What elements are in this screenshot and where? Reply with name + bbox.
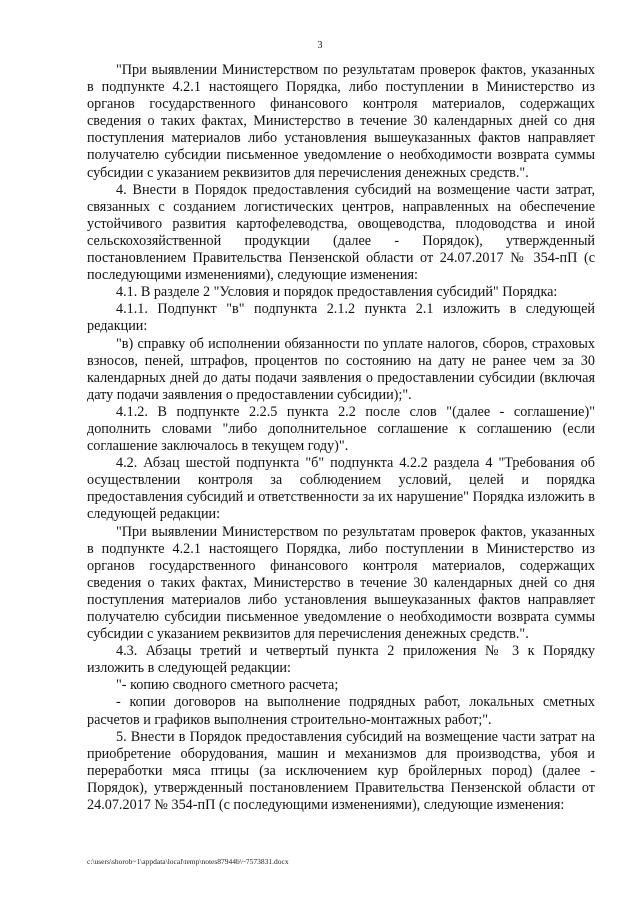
page-number: 3 [317, 40, 323, 51]
paragraph: "- копию сводного сметного расчета; [116, 677, 339, 694]
paragraph: 4.1.1. Подпункт "в" подпункта 2.1.2 пункта 2.1 изложить в следующей редакции: [87, 301, 595, 335]
paragraph: 4.3. Абзацы третий и четвертый пункта 2 приложения № 3 к Порядку изложить в следующей редакции: [87, 643, 595, 677]
paragraph: 5. Внести в Порядок предоставления субсидий на возмещение части затрат на приобретение оборудования, машин и механизмов для производства, убоя и переработки мяса птицы (за исключением кур бройлерных пород) (далее - Порядок), утвержденный постановлением Правительства Пензенской области от 24.07.2017 № 354-пП (с последующими изменениями), следующие изменения: [87, 728, 595, 814]
paragraph: - копии договоров на выполнение подрядных работ, локальных сметных расчетов и графиков выполнения строительно-монтажных работ;". [87, 694, 595, 728]
paragraph: "в) справку об исполнении обязанности по уплате налогов, сборов, страховых взносов, пеней, штрафов, процентов по состоянию на дату не ранее чем за 30 календарных дней до даты подачи заявления о предоставлении субсидии (включая дату подачи заявления о предоставлении субсидии);". [87, 335, 595, 403]
paragraph: 4.2. Абзац шестой подпункта "б" подпункта 4.2.2 раздела 4 "Требования об осуществлении контроля за соблюдением условий, целей и порядка предоставления субсидий и ответственности за их нарушение" Порядка изложить в следующей редакции: [87, 455, 595, 523]
footer-file-path: c:\users\shorob~1\appdata\local\temp\notes87944b\~7573831.docx [87, 857, 289, 866]
paragraph: 4. Внести в Порядок предоставления субсидий на возмещение части затрат, связанных с созданием логистических центров, направленных на обеспечение устойчивого развития картофелеводства, овощеводства, плодоводства и иной сельскохозяйственной продукции (далее - Порядок), утвержденный постановлением Правительства Пензенской области от 24.07.2017 № 354-пП (с последующими изменениями), следующие изменения: [87, 181, 595, 284]
paragraph: "При выявлении Министерством по результатам проверок фактов, указанных в подпункте 4.2.1 настоящего Порядка, либо поступлении в Министерство из органов государственного финансового контроля материалов, содержащих сведения о таких фактах, Министерство в течение 30 календарных дней со дня поступления материалов либо установления вышеуказанных фактов направляет получателю субсидии письменное уведомление о необходимости возврата суммы субсидии с указанием реквизитов для перечисления денежных средств.". [87, 62, 595, 181]
paragraph: 4.1. В разделе 2 "Условия и порядок предоставления субсидий" Порядка: [116, 284, 558, 301]
document-body [87, 62, 595, 814]
paragraph: 4.1.2. В подпункте 2.2.5 пункта 2.2 после слов "(далее - соглашение)" дополнить словами "либо дополнительное соглашение к соглашению (если соглашение заключалось в текущем году)". [87, 403, 595, 455]
paragraph: "При выявлении Министерством по результатам проверок фактов, указанных в подпункте 4.2.1 настоящего Порядка, либо поступлении в Министерство из органов государственного финансового контроля материалов, содержащих сведения о таких фактах, Министерство в течение 30 календарных дней со дня поступления материалов либо установления вышеуказанных фактов направляет получателю субсидии письменное уведомление о необходимости возврата суммы субсидии с указанием реквизитов для перечисления денежных средств.". [87, 523, 595, 643]
